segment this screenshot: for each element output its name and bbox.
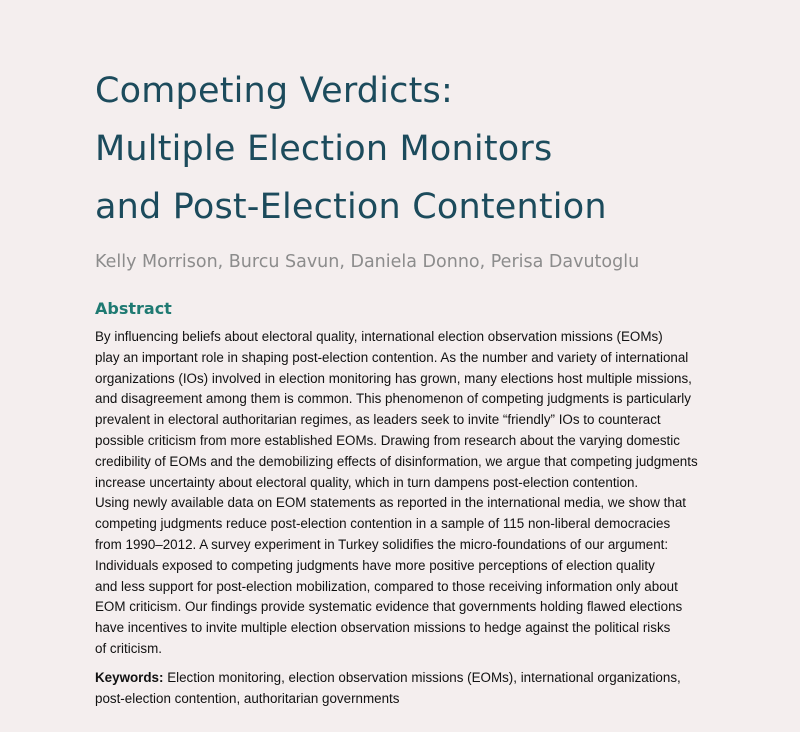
abstract-line: from 1990–2012. A survey experiment in Turkey solidifies the micro-foundations of our argument:: [95, 536, 669, 552]
abstract-line: Using newly available data on EOM statements as reported in the international media, we show that: [95, 495, 686, 511]
abstract-line: competing judgments reduce post-election contention in a sample of 115 non-liberal democracies: [95, 516, 671, 532]
abstract-line: of criticism.: [95, 640, 162, 656]
abstract-line: and less support for post-election mobilization, compared to those receiving information only about: [95, 578, 678, 594]
abstract-line: organizations (IOs) involved in election monitoring has grown, many elections host multiple missions,: [95, 370, 692, 386]
abstract-line: prevalent in electoral authoritarian regimes, as leaders seek to invite “friendly” IOs to counteract: [95, 412, 661, 428]
abstract-line: and disagreement among them is common. This phenomenon of competing judgments is particularly: [95, 391, 691, 407]
title-line: and Post-Election Contention: [95, 187, 607, 227]
title-line: Multiple Election Monitors: [95, 129, 553, 169]
abstract-line: EOM criticism. Our findings provide systematic evidence that governments holding flawed elections: [95, 599, 683, 615]
abstract-line: possible criticism from more established EOMs. Drawing from research about the varying domestic: [95, 432, 680, 448]
author-list: Kelly Morrison, Burcu Savun, Daniela Donno, Perisa Davutoglu: [95, 252, 640, 272]
abstract-text: [95, 327, 735, 660]
abstract-line: play an important role in shaping post-election contention. As the number and variety of international: [95, 349, 689, 365]
title-line: Competing Verdicts:: [95, 71, 453, 111]
abstract-line: credibility of EOMs and the demobilizing effects of disinformation, we argue that competing judgments: [95, 453, 698, 469]
abstract-line: increase uncertainty about electoral quality, which in turn dampens post-election contention.: [95, 474, 639, 490]
abstract-line: Individuals exposed to competing judgments have more positive perceptions of election quality: [95, 557, 655, 573]
keywords-line: [95, 668, 681, 689]
paper-title: [95, 62, 607, 236]
keywords-line: post-election contention, authoritarian governments: [95, 690, 400, 706]
abstract-heading: Abstract: [95, 299, 172, 318]
keywords-label: Keywords:: [95, 670, 164, 685]
keywords-text: Election monitoring, election observation missions (EOMs), international organizations,: [163, 670, 681, 685]
abstract-line: have incentives to invite multiple election observation missions to hedge against the political risks: [95, 620, 671, 636]
keywords-section: [95, 668, 681, 710]
abstract-line: By influencing beliefs about electoral quality, international election observation missions (EOMs): [95, 329, 663, 344]
